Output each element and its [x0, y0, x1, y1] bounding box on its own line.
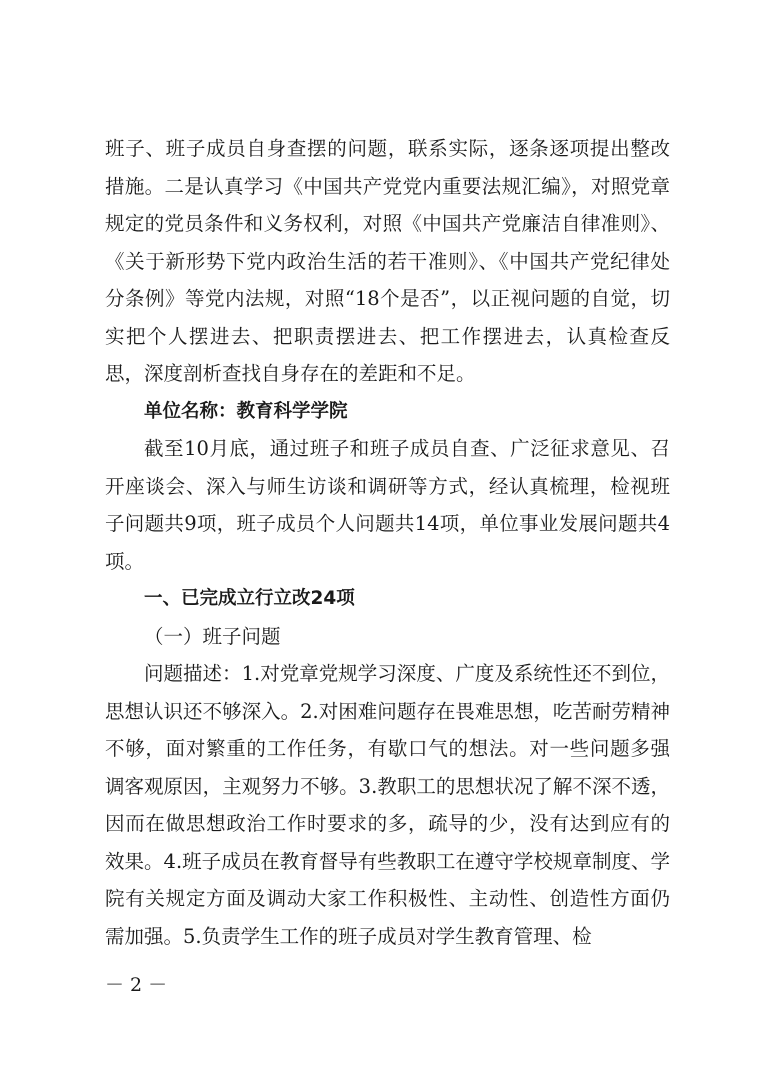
unit-name-heading: 单位名称：教育科学学院	[144, 400, 348, 422]
section-heading: 一、已完成立行立改24项	[144, 588, 355, 609]
page-number: － 2 －	[105, 974, 168, 996]
document-body	[105, 130, 670, 955]
subsection-heading: （一）班子问题	[144, 624, 281, 648]
paragraph-summary: 截至10月底，通过班子和班子成员自查、广泛征求意见、召开座谈会、深入与师生访谈和调研等方式，经认真梳理，检视班子问题共9项，班子成员个人问题共14项，单位事业发展问题共4项。	[105, 437, 670, 573]
paragraph-continuation: 班子、班子成员自身查摆的问题，联系实际，逐条逐项提出整改措施。二是认真学习《中国共产党党内重要法规汇编》，对照党章规定的党员条件和义务权利，对照《中国共产党廉洁自律准则》、《关于新形势下党内政治生活的若干准则》、《中国共产党纪律处分条例》等党内法规，对照“18个是否”，以正视问题的自觉，切实把个人摆进去、把职责摆进去、把工作摆进去，认真检查反思，深度剖析查找自身存在的差距和不足。	[105, 137, 670, 385]
paragraph-problem-description: 问题描述：1.对党章党规学习深度、广度及系统性还不到位，思想认识还不够深入。2.对困难问题存在畏难思想，吃苦耐劳精神不够，面对繁重的工作任务，有歇口气的想法。对一些问题多强调客观原因，主观努力不够。3.教职工的思想状况了解不深不透，因而在做思想政治工作时要求的多，疏导的少，没有达到应有的效果。4.班子成员在教育督导有些教职工在遵守学校规章制度、学院有关规定方面及调动大家工作积极性、主动性、创造性方面仍需加强。5.负责学生工作的班子成员对学生教育管理、检	[105, 662, 670, 948]
